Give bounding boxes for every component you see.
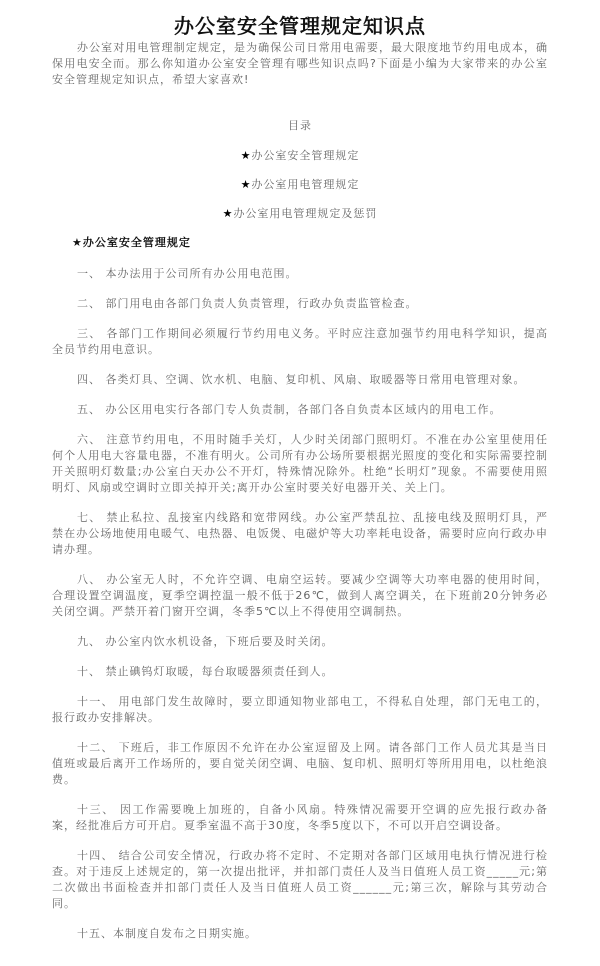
rule-paragraph: 九、 办公室内饮水机设备，下班后要及时关闭。 <box>77 635 334 648</box>
rule-paragraph: 六、 注意节约用电，不用时随手关灯，人少时关闭部门照明灯。不准在办公室里使用任何个人用电大容量电器，不准有明火。公司所有办公场所要根据光照度的变化和实际需要控制开关照明灯数量;办公室白天办公不开灯，特殊情况除外。杜绝“长明灯”现象。不需要使用照明灯、风扇或空调时立即关掉开关;离开办公室时要关好电器开关、关上门。 <box>52 433 548 494</box>
section-heading: ★办公室安全管理规定 <box>72 236 191 249</box>
rule-paragraph: 三、 各部门工作期间必须履行节约用电义务。平时应注意加强节约用电科学知识，提高全员节约用电意识。 <box>52 327 548 356</box>
toc-item-label[interactable]: 办公室安全管理规定 <box>251 149 360 162</box>
document-title: 办公室安全管理规定知识点 <box>174 14 426 38</box>
rule-paragraph: 七、 禁止私拉、乱接室内线路和宽带网线。办公室严禁乱拉、乱接电线及照明灯具，严禁在办公场地使用电暖气、电热器、电饭煲、电磁炉等大功率耗电设备，需要时应向行政办申请办理。 <box>52 511 548 556</box>
rule-paragraph: 八、 办公室无人时，不允许空调、电扇空运转。要减少空调等大功率电器的使用时间，合理设置空调温度，夏季空调控温一般不低于26℃，做到人离空调关，在下班前20分钟务必关闭空调。严禁开着门窗开空调，冬季5℃以上不得使用空调制热。 <box>52 573 548 618</box>
star-icon: ★ <box>222 207 234 220</box>
intro-paragraph: 办公室对用电管理制定规定，是为确保公司日常用电需要，最大限度地节约用电成本，确保用电安全而。那么你知道办公室安全管理有哪些知识点吗?下面是小编为大家带来的办公室安全管理规定知识点，希望大家喜欢! <box>52 41 548 86</box>
rule-paragraph: 一、 本办法用于公司所有办公用电范围。 <box>77 267 298 280</box>
toc-item-label[interactable]: 办公室用电管理规定及惩罚 <box>233 207 378 220</box>
rule-paragraph: 十、 禁止碘钨灯取暖，每台取暖器须责任到人。 <box>77 665 334 678</box>
rule-paragraph: 十四、 结合公司安全情况，行政办将不定时、不定期对各部门区域用电执行情况进行检查。对于违反上述规定的，第一次提出批评，并扣部门责任人及当日值班人员工资_____元;第二次做出书面检查并扣部门责任人及当日值班人员工资______元;第三次，解除与其劳动合同。 <box>52 849 548 910</box>
rule-paragraph: 十五、本制度自发布之日期实施。 <box>77 927 257 940</box>
star-icon: ★ <box>240 149 252 162</box>
star-icon: ★ <box>240 178 252 191</box>
rule-paragraph: 二、 部门用电由各部门负责人负责管理，行政办负责监管检查。 <box>77 297 418 310</box>
rule-paragraph: 四、 各类灯具、空调、饮水机、电脑、复印机、风扇、取暖器等日常用电管理对象。 <box>77 373 526 386</box>
rule-paragraph: 五、 办公区用电实行各部门专人负责制，各部门各自负责本区域内的用电工作。 <box>77 403 502 416</box>
toc-item-label[interactable]: 办公室用电管理规定 <box>251 178 360 191</box>
rule-paragraph: 十一、 用电部门发生故障时，要立即通知物业部电工，不得私自处理，部门无电工的，报行政办安排解决。 <box>52 695 548 724</box>
toc-item[interactable] <box>52 177 548 193</box>
toc-item[interactable] <box>52 148 548 164</box>
toc-item[interactable] <box>52 206 548 222</box>
rule-paragraph: 十三、 因工作需要晚上加班的，自备小风扇。特殊情况需要开空调的应先报行政办备案，经批准后方可开启。夏季室温不高于30度，冬季5度以下，不可以开启空调设备。 <box>52 803 548 832</box>
toc-label: 目录 <box>288 119 312 132</box>
rule-paragraph: 十二、 下班后，非工作原因不允许在办公室逗留及上网。请各部门工作人员尤其是当日值班或最后离开工作场所的，要自觉关闭空调、电脑、复印机、照明灯等所用用电，以杜绝浪费。 <box>52 741 548 786</box>
